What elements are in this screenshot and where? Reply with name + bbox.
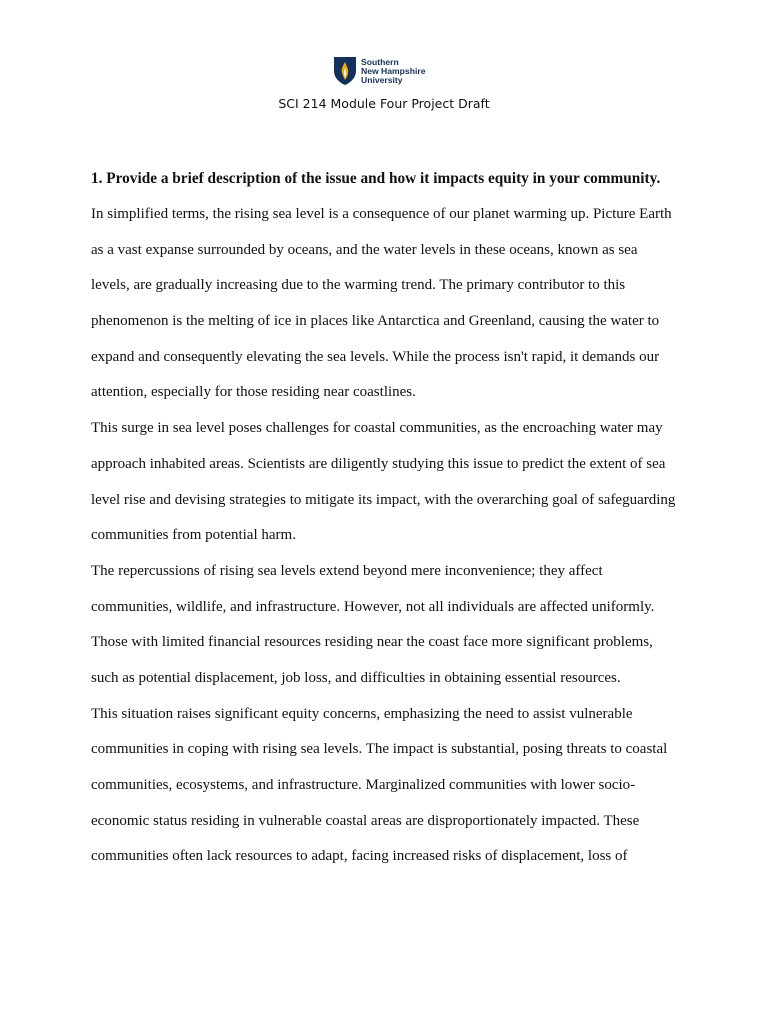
body-text-line: such as potential displacement, job loss, and difficulties in obtaining essential resources. bbox=[91, 669, 621, 686]
body-text-line: The repercussions of rising sea levels extend beyond mere inconvenience; they affect bbox=[91, 562, 603, 579]
university-logo bbox=[333, 56, 425, 86]
body-text-line: attention, especially for those residing near coastlines. bbox=[91, 384, 416, 401]
body-text-line: In simplified terms, the rising sea level is a consequence of our planet warming up. Picture Earth bbox=[91, 206, 672, 222]
logo-wordmark bbox=[361, 58, 425, 85]
body-text-line: expand and consequently elevating the sea levels. While the process isn't rapid, it demands our bbox=[91, 348, 660, 365]
body-text-line: level rise and devising strategies to mitigate its impact, with the overarching goal of safeguarding bbox=[91, 491, 676, 508]
body-paragraphs bbox=[91, 197, 691, 875]
body-text-line: communities often lack resources to adapt, facing increased risks of displacement, loss of bbox=[91, 848, 628, 865]
body-text-line: levels, are gradually increasing due to the warming trend. The primary contributor to this bbox=[91, 277, 626, 294]
body-text-line: communities, ecosystems, and infrastructure. Marginalized communities with lower socio- bbox=[91, 777, 636, 793]
shield-flame-icon bbox=[333, 56, 357, 86]
body-text-line: communities, wildlife, and infrastructure. However, not all individuals are affected uniformly. bbox=[91, 598, 655, 615]
body-text-line: Those with limited financial resources residing near the coast face more significant problems, bbox=[91, 634, 653, 651]
question-heading: 1. Provide a brief description of the issue and how it impacts equity in your community. bbox=[91, 170, 661, 187]
logo-line-3: University bbox=[361, 74, 403, 85]
body-text-line: approach inhabited areas. Scientists are diligently studying this issue to predict the extent of sea bbox=[91, 455, 666, 472]
document-title: SCI 214 Module Four Project Draft bbox=[278, 96, 490, 111]
body-text-line: This surge in sea level poses challenges for coastal communities, as the encroaching water may bbox=[91, 420, 663, 437]
logo-line-1: Southern bbox=[361, 56, 399, 67]
body-text-line: economic status residing in vulnerable coastal areas are disproportionately impacted. These bbox=[91, 812, 640, 829]
body-text-line: communities in coping with rising sea levels. The impact is substantial, posing threats to coastal bbox=[91, 741, 668, 758]
body-text-line: as a vast expanse surrounded by oceans, and the water levels in these oceans, known as sea bbox=[91, 241, 638, 258]
body-text-line: phenomenon is the melting of ice in places like Antarctica and Greenland, causing the water to bbox=[91, 313, 660, 330]
logo-line-2: New Hampshire bbox=[361, 65, 426, 76]
body-text-line: This situation raises significant equity concerns, emphasizing the need to assist vulnerable bbox=[91, 705, 633, 722]
body-text-line: communities from potential harm. bbox=[91, 527, 296, 544]
